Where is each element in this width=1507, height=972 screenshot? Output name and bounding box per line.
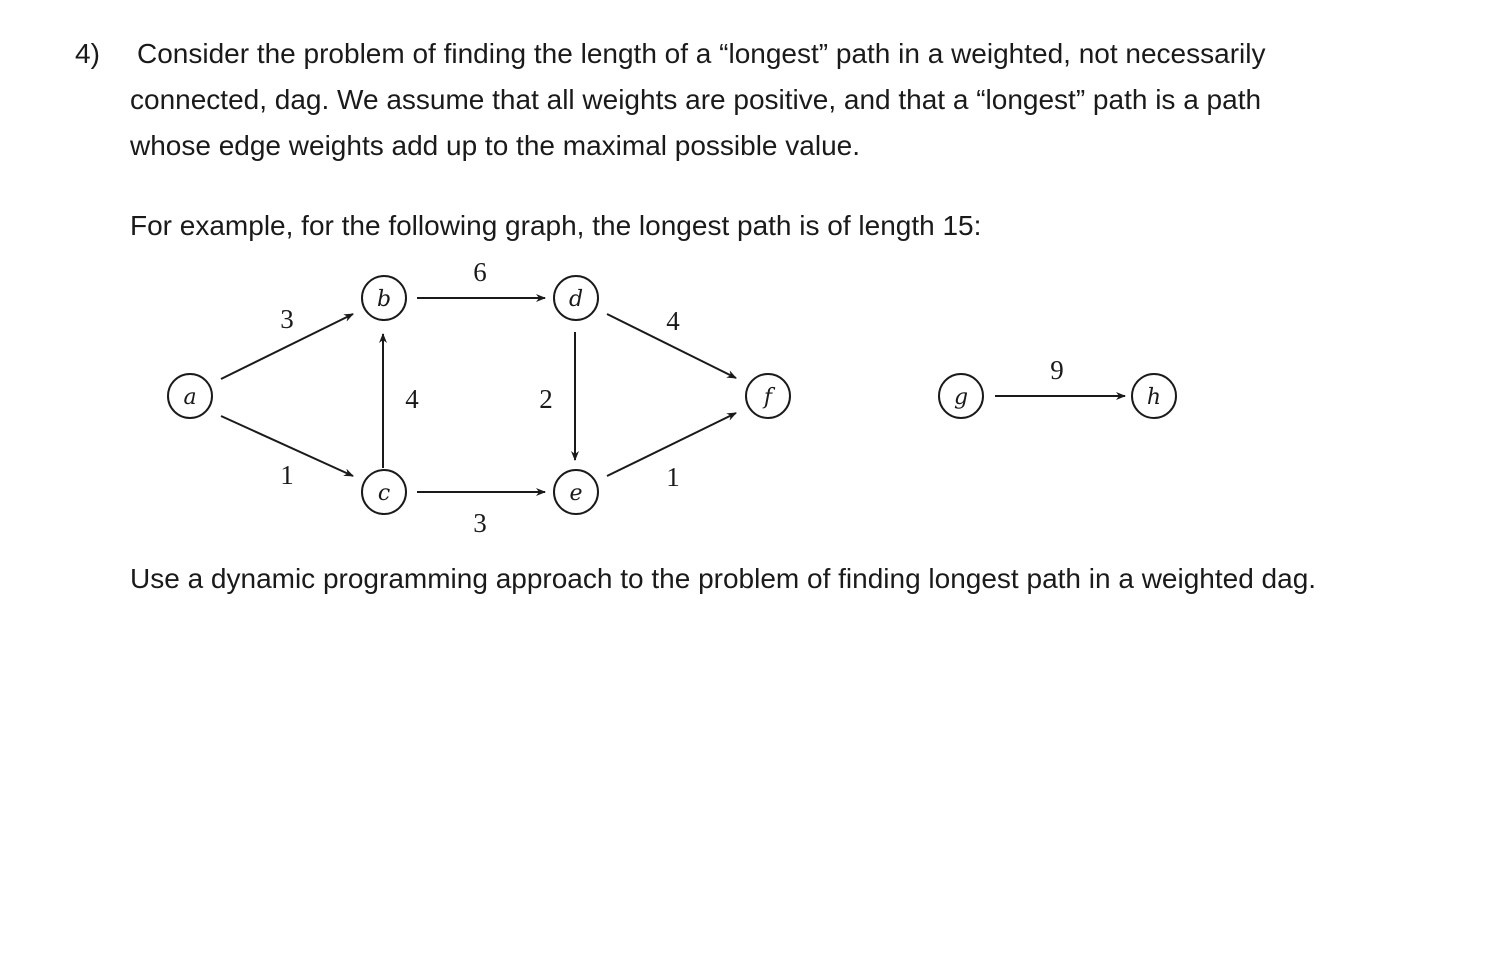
node-h-label: h — [1146, 385, 1162, 410]
weight-g-h: 9 — [1050, 355, 1064, 385]
weight-a-b: 3 — [280, 304, 294, 334]
node-a-label: a — [183, 385, 197, 410]
weight-c-e: 3 — [473, 508, 487, 538]
intro-line-1: Consider the problem of finding the length of a “longest” path in a weighted, not necessarily — [137, 38, 1266, 69]
intro-line-3: whose edge weights add up to the maximal possible value. — [130, 130, 860, 161]
node-c — [362, 470, 406, 514]
node-c-label: c — [377, 481, 391, 506]
intro-line-2: connected, dag. We assume that all weights are positive, and that a “longest” path is a path — [130, 84, 1262, 115]
node-f — [746, 374, 790, 418]
node-d — [554, 276, 598, 320]
node-d-label: d — [568, 287, 584, 312]
weight-d-e: 2 — [539, 384, 553, 414]
node-b-label: b — [376, 287, 392, 312]
node-f-label: f — [763, 385, 773, 410]
node-g — [939, 374, 983, 418]
node-g-label: g — [953, 385, 969, 410]
node-e — [554, 470, 598, 514]
problem-number: 4) — [75, 38, 100, 69]
weight-d-f: 4 — [666, 306, 680, 336]
node-h — [1132, 374, 1176, 418]
weight-c-b: 4 — [405, 384, 419, 414]
weight-a-c: 1 — [280, 460, 294, 490]
weight-e-f: 1 — [666, 462, 680, 492]
node-a — [168, 374, 212, 418]
node-b — [362, 276, 406, 320]
node-e-label: e — [569, 481, 583, 506]
example-text: For example, for the following graph, the longest path is of length 15: — [130, 210, 982, 241]
weight-b-d: 6 — [473, 257, 487, 287]
closing-text: Use a dynamic programming approach to the problem of finding longest path in a weighted dag. — [130, 563, 1317, 594]
